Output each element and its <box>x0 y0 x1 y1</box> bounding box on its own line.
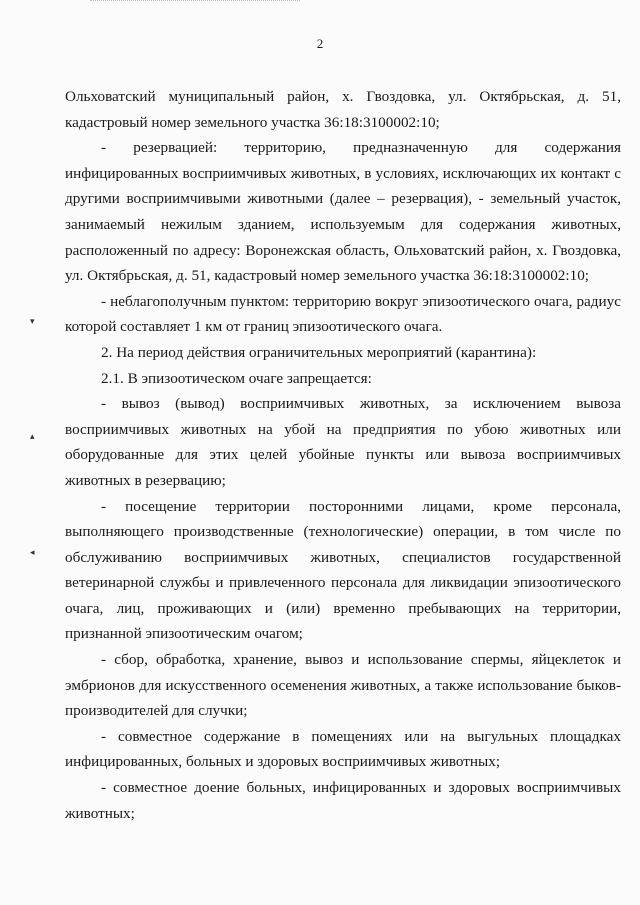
paragraph-ban-joint-keeping: - совместное содержание в помещениях или на выгульных площадках инфицированных, больных и здоровых восприимчивых животных; <box>65 727 621 771</box>
paragraph-section-2-1-heading: 2.1. В эпизоотическом очаге запрещается: <box>101 369 372 387</box>
paragraph-unfavorable-point-definition: - неблагополучным пунктом: территорию вокруг эпизоотического очага, радиус которой составляет 1 км от границ эпизоотического очага. <box>65 292 621 336</box>
paragraph-ban-sperm-embryos: - сбор, обработка, хранение, вывоз и использование спермы, яйцеклеток и эмбрионов для искусственного осеменения животных, а также использование быков-производителей для случки; <box>65 651 621 720</box>
margin-mark: ▾ <box>30 316 35 326</box>
paragraph-address-continuation: Ольховатский муниципальный район, х. Гвоздовка, ул. Октябрьская, д. 51, кадастровый номер земельного участка 36:18:3100002:10; <box>65 88 621 131</box>
document-body <box>65 84 621 826</box>
paragraph-section-2-heading: 2. На период действия ограничительных мероприятий (карантина): <box>101 343 537 361</box>
paragraph-ban-visits: - посещение территории посторонними лицами, кроме персонала, выполняющего производственные (технологические) операции, в том числе по обслуживанию восприимчивых животных, специалистов государственной ветеринарной службы и привлеченного персонала для ликвидации эпизоотического очага, лиц, проживающих и (или) временно пребывающих на территории, признанной эпизоотическим очагом; <box>65 497 621 643</box>
paragraph-ban-animal-removal: - вывоз (вывод) восприимчивых животных, за исключением вывоза восприимчивых животных на убой на предприятия по убою животных или оборудованные для этих целей убойные пункты или вывоза восприимчивых животных в резервацию; <box>65 395 621 489</box>
paragraph-ban-joint-milking: - совместное доение больных, инфицированных и здоровых восприимчивых животных; <box>65 779 621 822</box>
page-number: 2 <box>316 36 324 51</box>
margin-mark: ◂ <box>30 547 35 557</box>
paragraph-reservation-definition: - резервацией: территорию, предназначенную для содержания инфицированных восприимчивых животных, в условиях, исключающих их контакт с другими восприимчивыми животными (далее – резервация), - земельный участок, занимаемый нежилым зданием, используемым для содержания животных, расположенный по адресу: Воронежская область, Ольховатский район, х. Гвоздовка, ул. Октябрьская, д. 51, кадастровый номер земельного участка 36:18:3100002:10; <box>65 139 621 285</box>
margin-mark: ▴ <box>30 431 35 441</box>
scan-edge-line <box>90 0 300 2</box>
